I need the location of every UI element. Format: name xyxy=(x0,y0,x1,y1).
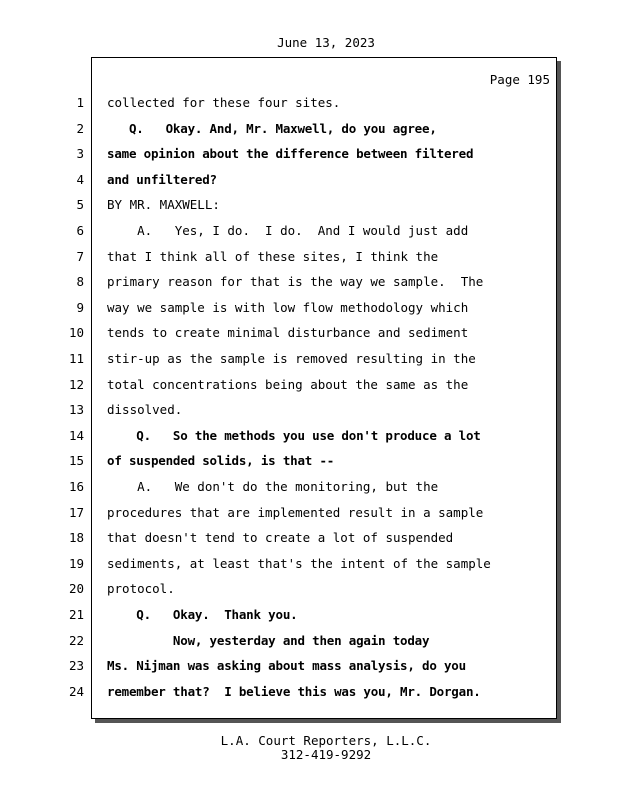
transcript-date: June 13, 2023 xyxy=(277,35,375,50)
reporter-phone: 312-419-9292 xyxy=(280,747,372,762)
line-text: A. Yes, I do. I do. And I would just add xyxy=(107,223,469,238)
transcript-line xyxy=(0,653,618,678)
transcript-line xyxy=(0,576,618,601)
transcript-line xyxy=(0,141,618,166)
line-number: 8 xyxy=(76,274,84,290)
line-number: 6 xyxy=(76,223,84,238)
line-text: of suspended solids, is that -- xyxy=(107,453,335,469)
line-number: 4 xyxy=(76,171,84,187)
line-number: 13 xyxy=(68,402,84,418)
line-text: sediments, at least that's the intent of the sample xyxy=(107,555,491,571)
line-text: procedures that are implemented result in a sample xyxy=(107,504,484,520)
transcript-line xyxy=(0,244,618,269)
transcript-line xyxy=(0,628,618,653)
line-text: Ms. Nijman was asking about mass analysis, do you xyxy=(107,658,466,674)
line-text: remember that? I believe this was you, Mr. Dorgan. xyxy=(107,683,481,699)
transcript-line xyxy=(0,167,618,192)
line-number: 5 xyxy=(76,197,84,213)
line-text: and unfiltered? xyxy=(107,171,217,187)
line-number: 19 xyxy=(68,555,84,571)
line-number: 24 xyxy=(68,683,84,699)
transcript-line xyxy=(0,551,618,576)
transcript-line xyxy=(0,295,618,320)
line-text: same opinion about the difference between filtered xyxy=(107,146,474,162)
transcript-line xyxy=(0,192,618,217)
line-text: A. We don't do the monitoring, but the xyxy=(107,479,439,494)
line-text: Now, yesterday and then again today xyxy=(107,632,430,648)
transcript-line xyxy=(0,397,618,422)
line-number: 20 xyxy=(68,581,84,597)
line-text: collected for these four sites. xyxy=(107,95,341,110)
line-text: Q. Okay. Thank you. xyxy=(107,607,298,622)
transcript-line xyxy=(0,474,618,499)
transcript-line xyxy=(0,448,618,473)
transcript-line xyxy=(0,525,618,550)
transcript-line xyxy=(0,269,618,294)
line-number: 3 xyxy=(76,146,84,162)
line-text: protocol. xyxy=(107,581,175,597)
line-text: that I think all of these sites, I think the xyxy=(107,248,439,264)
transcript-line xyxy=(0,90,618,115)
transcript-line xyxy=(0,320,618,345)
line-number: 17 xyxy=(68,504,84,520)
line-text: that doesn't tend to create a lot of suspended xyxy=(107,530,454,546)
line-number: 22 xyxy=(68,632,84,648)
line-text: tends to create minimal disturbance and sediment xyxy=(107,325,469,341)
line-number: 16 xyxy=(68,479,84,494)
transcript-line xyxy=(0,116,618,141)
line-number: 21 xyxy=(68,607,84,622)
line-text: way we sample is with low flow methodology which xyxy=(107,299,469,315)
line-number: 9 xyxy=(76,299,84,315)
transcript-line xyxy=(0,602,618,627)
transcript-line xyxy=(0,218,618,243)
line-text: primary reason for that is the way we sample. The xyxy=(107,274,484,290)
line-number: 7 xyxy=(76,248,84,264)
line-text: Q. So the methods you use don't produce a lot xyxy=(107,427,481,443)
line-number: 10 xyxy=(68,325,84,341)
line-text: BY MR. MAXWELL: xyxy=(107,197,220,213)
reporter-company: L.A. Court Reporters, L.L.C. xyxy=(220,733,432,748)
page-number: Page 195 xyxy=(489,72,550,87)
line-number: 1 xyxy=(76,95,84,110)
line-number: 11 xyxy=(68,351,84,366)
transcript-line xyxy=(0,679,618,704)
line-number: 23 xyxy=(68,658,84,674)
line-number: 18 xyxy=(68,530,84,546)
line-number: 14 xyxy=(68,427,84,443)
transcript-line xyxy=(0,372,618,397)
line-number: 2 xyxy=(76,120,84,136)
line-text: dissolved. xyxy=(107,402,183,418)
line-text: Q. Okay. And, Mr. Maxwell, do you agree, xyxy=(107,120,437,136)
line-number: 12 xyxy=(68,376,84,392)
transcript-line xyxy=(0,346,618,371)
line-text: total concentrations being about the same as the xyxy=(107,376,469,392)
transcript-line xyxy=(0,423,618,448)
line-number: 15 xyxy=(68,453,84,469)
transcript-line xyxy=(0,500,618,525)
line-text: stir-up as the sample is removed resulting in the xyxy=(107,351,476,366)
